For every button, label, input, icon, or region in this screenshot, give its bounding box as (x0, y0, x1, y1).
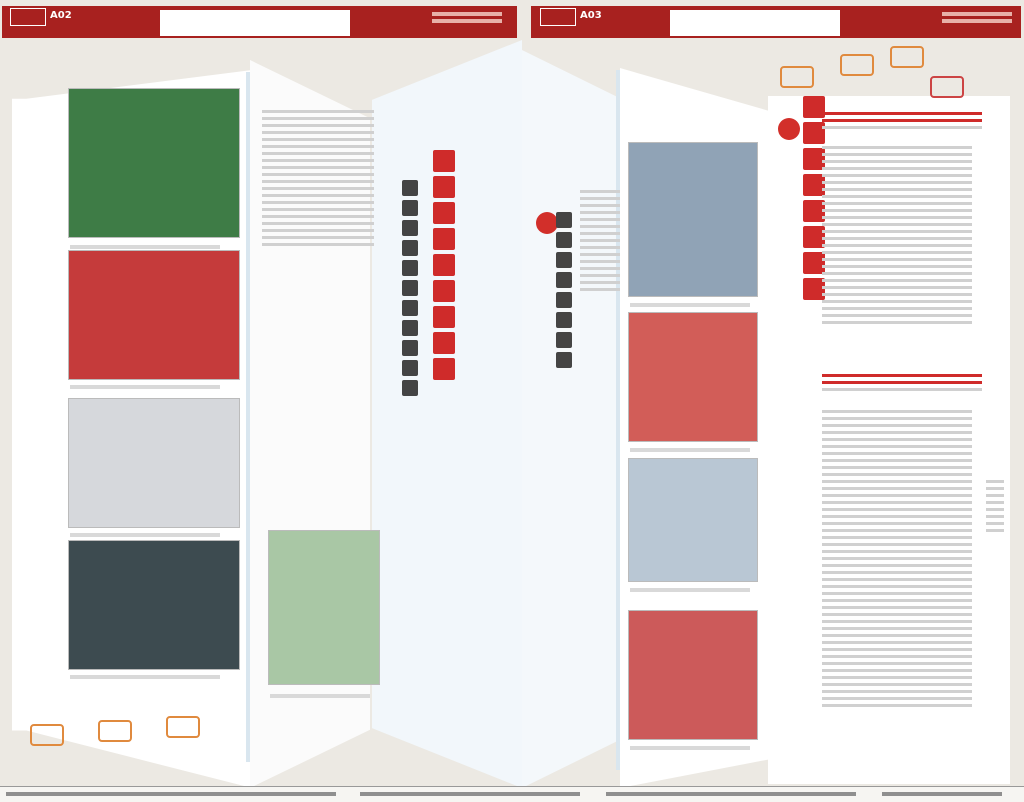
photo-caption (70, 533, 220, 537)
teacher-review-badge (778, 118, 800, 140)
photo-police-help (628, 458, 758, 582)
photo-caption (630, 303, 750, 307)
newspaper-logo-left (10, 8, 46, 26)
photo-students-leaving (628, 142, 758, 297)
photo-caption (630, 588, 750, 592)
photo-wheelchair-candidate (268, 530, 380, 685)
desk-ornament (890, 46, 924, 68)
subhead-vertical (550, 212, 578, 472)
article-text-column (580, 190, 620, 690)
subhead-vertical (396, 180, 424, 440)
page-number-left: A02 (50, 10, 72, 21)
photo-caption (270, 694, 370, 698)
photo-police-at-school (628, 610, 758, 740)
newspaper-logo-right (540, 8, 576, 26)
photo-caption (70, 385, 220, 389)
desk-ornament (166, 716, 200, 738)
desk-ornament (98, 720, 132, 742)
desk-ornament (30, 724, 64, 746)
desk-ornament (840, 54, 874, 76)
photo-students-entering (68, 88, 240, 238)
photo-caption (70, 675, 220, 679)
pen-ornament (930, 76, 964, 98)
page-number-right: A03 (580, 10, 602, 21)
photo-teachers-qipao (628, 312, 758, 442)
photo-classroom-exam (68, 398, 240, 528)
panel-edge (246, 72, 250, 762)
photo-caption (630, 448, 750, 452)
article-text-column (822, 146, 972, 366)
issue-meta-left (432, 12, 502, 26)
article-text-column (822, 410, 972, 750)
photo-caption (630, 746, 750, 750)
photo-caption (70, 245, 220, 249)
headline-vertical (430, 150, 458, 410)
footer-info-bar (0, 786, 1024, 802)
issue-meta-right (942, 12, 1012, 26)
desk-ornament (780, 66, 814, 88)
photo-teachers-at-gate (68, 250, 240, 380)
expert-title (822, 374, 982, 404)
photo-bus-students (68, 540, 240, 670)
article-text-column (262, 110, 374, 510)
expert-title (822, 112, 982, 142)
side-note-column (986, 480, 1004, 740)
section-banner-right (670, 10, 840, 36)
section-banner-left (160, 10, 350, 36)
